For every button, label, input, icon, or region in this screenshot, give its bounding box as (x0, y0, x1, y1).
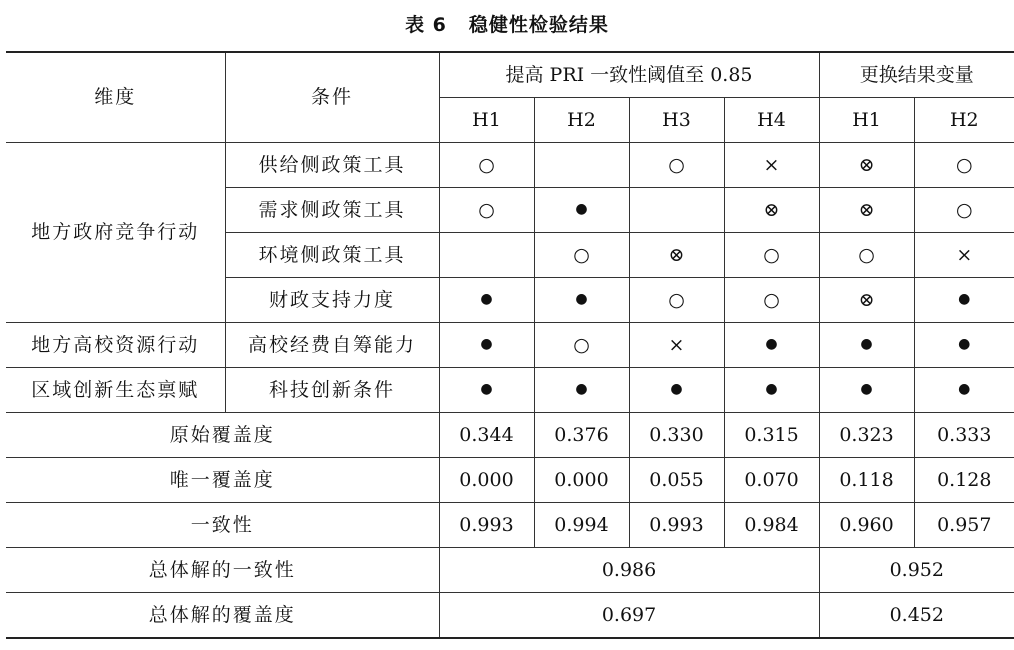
cell-symbol: ○ (534, 233, 629, 278)
cell-symbol: × (724, 143, 819, 188)
cell-symbol: ○ (439, 143, 534, 188)
stat-value: 0.323 (819, 413, 914, 458)
stat-value: 0.128 (914, 458, 1014, 503)
overall-value-outcome: 0.452 (819, 593, 1014, 639)
cell-symbol: × (629, 323, 724, 368)
cell-symbol: ○ (914, 143, 1014, 188)
dimension-label: 地方政府竞争行动 (6, 143, 225, 323)
overall-value-pri: 0.986 (439, 548, 819, 593)
col-h3: H3 (629, 98, 724, 143)
col-h2: H2 (534, 98, 629, 143)
col-h4: H4 (724, 98, 819, 143)
header-group-pri: 提高 PRI 一致性阈值至 0.85 (439, 52, 819, 98)
cell-symbol: ○ (629, 143, 724, 188)
cell-symbol: ● (724, 323, 819, 368)
condition-label: 财政支持力度 (225, 278, 439, 323)
table-number: 表 6 (405, 14, 447, 36)
condition-label: 高校经费自筹能力 (225, 323, 439, 368)
overall-value-outcome: 0.952 (819, 548, 1014, 593)
stat-value: 0.000 (439, 458, 534, 503)
cell-symbol: ● (914, 368, 1014, 413)
condition-label: 环境侧政策工具 (225, 233, 439, 278)
overall-row (6, 548, 1014, 593)
cell-symbol: ● (724, 368, 819, 413)
stat-value: 0.055 (629, 458, 724, 503)
header-condition: 条件 (225, 52, 439, 143)
stat-value: 0.984 (724, 503, 819, 548)
cell-symbol: ○ (724, 278, 819, 323)
col-h1-alt: H1 (819, 98, 914, 143)
stat-value: 0.344 (439, 413, 534, 458)
stat-value: 0.118 (819, 458, 914, 503)
cell-symbol: ○ (629, 278, 724, 323)
stat-value: 0.993 (629, 503, 724, 548)
cell-symbol: × (914, 233, 1014, 278)
robustness-table (6, 51, 1014, 639)
stat-value: 0.000 (534, 458, 629, 503)
stat-value: 0.315 (724, 413, 819, 458)
cell-symbol: ● (819, 368, 914, 413)
cell-symbol (629, 188, 724, 233)
cell-symbol: ⊗ (724, 188, 819, 233)
overall-row (6, 593, 1014, 639)
stat-value: 0.993 (439, 503, 534, 548)
stat-value: 0.376 (534, 413, 629, 458)
stat-value: 0.960 (819, 503, 914, 548)
col-h2-alt: H2 (914, 98, 1014, 143)
cell-symbol (534, 143, 629, 188)
overall-label: 总体解的一致性 (6, 548, 439, 593)
cell-symbol: ● (819, 323, 914, 368)
cell-symbol: ⊗ (819, 188, 914, 233)
stat-value: 0.330 (629, 413, 724, 458)
cell-symbol: ● (439, 368, 534, 413)
stat-value: 0.333 (914, 413, 1014, 458)
stat-row (6, 503, 1014, 548)
table-row (6, 323, 1014, 368)
table-row (6, 143, 1014, 188)
stat-label: 一致性 (6, 503, 439, 548)
stat-value: 0.070 (724, 458, 819, 503)
cell-symbol: ● (534, 368, 629, 413)
dimension-label: 地方高校资源行动 (6, 323, 225, 368)
header-group-outcome: 更换结果变量 (819, 52, 1014, 98)
cell-symbol: ⊗ (819, 143, 914, 188)
table-row (6, 368, 1014, 413)
cell-symbol: ○ (534, 323, 629, 368)
cell-symbol: ● (914, 278, 1014, 323)
cell-symbol: ○ (914, 188, 1014, 233)
condition-label: 需求侧政策工具 (225, 188, 439, 233)
cell-symbol: ○ (819, 233, 914, 278)
cell-symbol (439, 233, 534, 278)
table-title (0, 10, 1014, 37)
header-dimension: 维度 (6, 52, 225, 143)
cell-symbol: ● (439, 278, 534, 323)
table-caption: 稳健性检验结果 (468, 14, 609, 36)
condition-label: 供给侧政策工具 (225, 143, 439, 188)
stat-label: 唯一覆盖度 (6, 458, 439, 503)
stat-value: 0.994 (534, 503, 629, 548)
cell-symbol: ○ (724, 233, 819, 278)
stat-row (6, 458, 1014, 503)
cell-symbol: ○ (439, 188, 534, 233)
header-row-1 (6, 52, 1014, 98)
stat-row (6, 413, 1014, 458)
cell-symbol: ● (914, 323, 1014, 368)
cell-symbol: ● (439, 323, 534, 368)
overall-value-pri: 0.697 (439, 593, 819, 639)
overall-label: 总体解的覆盖度 (6, 593, 439, 639)
cell-symbol: ● (629, 368, 724, 413)
dimension-label: 区域创新生态禀赋 (6, 368, 225, 413)
cell-symbol: ⊗ (629, 233, 724, 278)
cell-symbol: ● (534, 188, 629, 233)
col-h1: H1 (439, 98, 534, 143)
cell-symbol: ● (534, 278, 629, 323)
stat-label: 原始覆盖度 (6, 413, 439, 458)
condition-label: 科技创新条件 (225, 368, 439, 413)
cell-symbol: ⊗ (819, 278, 914, 323)
stat-value: 0.957 (914, 503, 1014, 548)
